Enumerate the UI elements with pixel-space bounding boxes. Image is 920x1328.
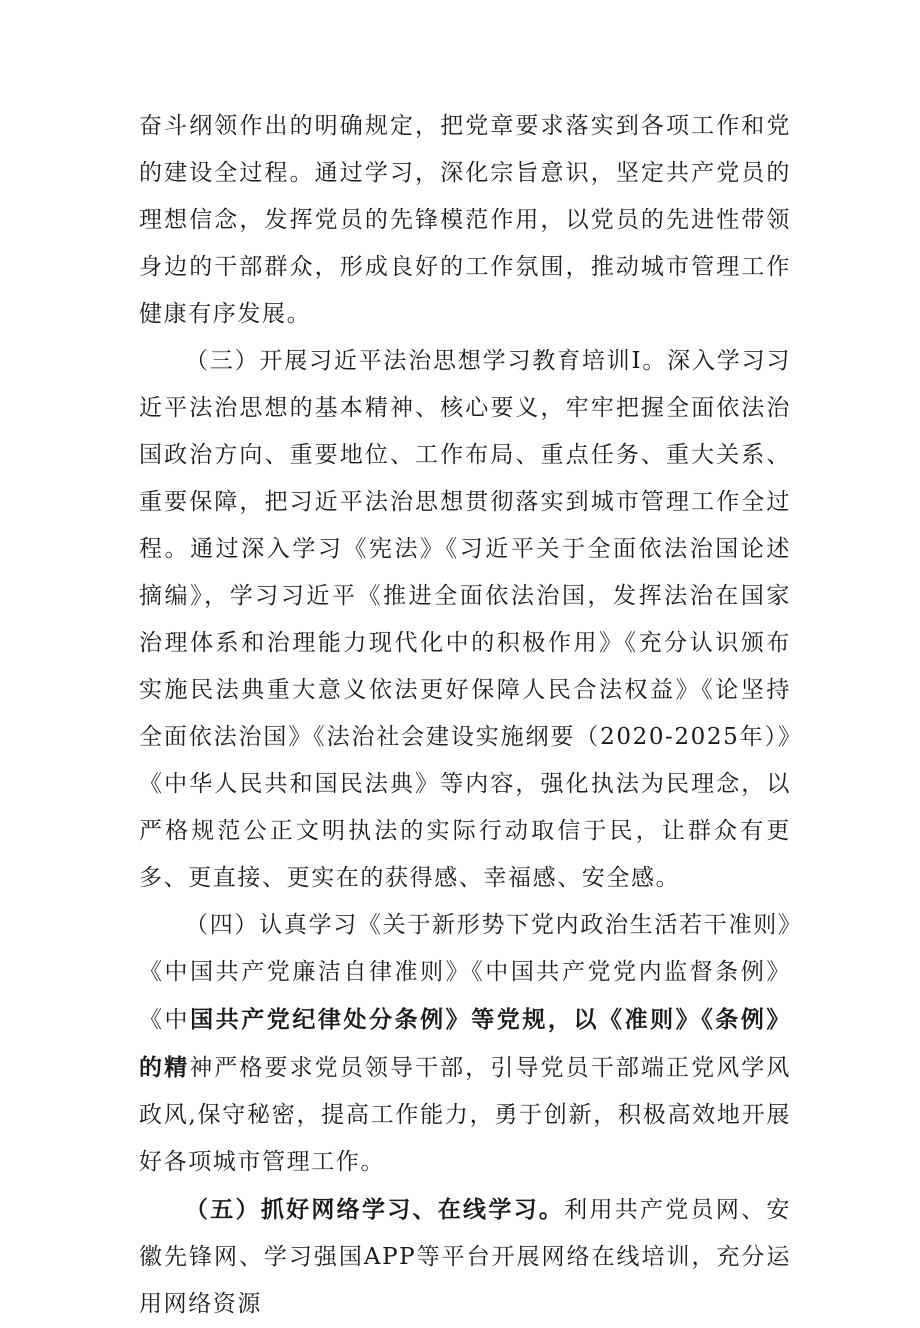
paragraph-text-normal: 神严格要求党员领导干部，引导党员干部端正党风学风政风,保守秘密，提高工作能力，勇于创新，积极高效地开展好各项城市管理工作。 xyxy=(139,1055,792,1175)
paragraph-party-constitution-continued xyxy=(139,103,791,338)
paragraph-section-5-online-learning xyxy=(139,1186,791,1328)
paragraph-section-3-rule-of-law xyxy=(139,338,791,902)
paragraph-text: （三）开展习近平法治思想学习教育培训Ⅰ。深入学习习近平法治思想的基本精神、核心要义，牢牢把握全面依法治国政治方向、重要地位、工作布局、重点任务、重大关系、重要保障，把习近平法治思想贯彻落实到城市管理工作全过程。通过深入学习《宪法》《习近平关于全面依法治国论述摘编》，学习习近平《推进全面依法治国，发挥法治在国家治理体系和治理能力现代化中的积极作用》《充分认识颁布实施民法典重大意义依法更好保障人民合法权益》《论坚持全面依法治国》《法治社会建设实施纲要（2020-2025年）》《中华人民共和国民法典》等内容，强化执法为民理念，以严格规范公正文明执法的实际行动取信于民，让群众有更多、更直接、更实在的获得感、幸福感、安全感。 xyxy=(139,348,791,891)
paragraph-text: 利用共产党员网、安徽先锋网、学习强国APP等平台开展网络在线培训，充分运用网络资源 xyxy=(139,1197,791,1317)
paragraph-text-bold: 国共产党纪律处分条例》等党规，以《准则》《条例》的精 xyxy=(139,1006,792,1081)
document-body xyxy=(139,103,791,1328)
paragraph-text-normal: （四）认真学习《关于新形势下党内政治生活若干准则》《中国共产党廉洁自律准则》《中国共产党党内监督条例》《中 xyxy=(139,912,791,1033)
paragraph-section-4-party-regulations xyxy=(139,902,791,1186)
paragraph-text: 奋斗纲领作出的明确规定，把党章要求落实到各项工作和党的建设全过程。通过学习，深化宗旨意识，坚定共产党员的理想信念，发挥党员的先锋模范作用，以党员的先进性带领身边的干部群众，形成良好的工作氛围，推动城市管理工作健康有序发展。 xyxy=(139,113,791,327)
section-heading: （五）抓好网络学习、在线学习。 xyxy=(185,1196,565,1223)
